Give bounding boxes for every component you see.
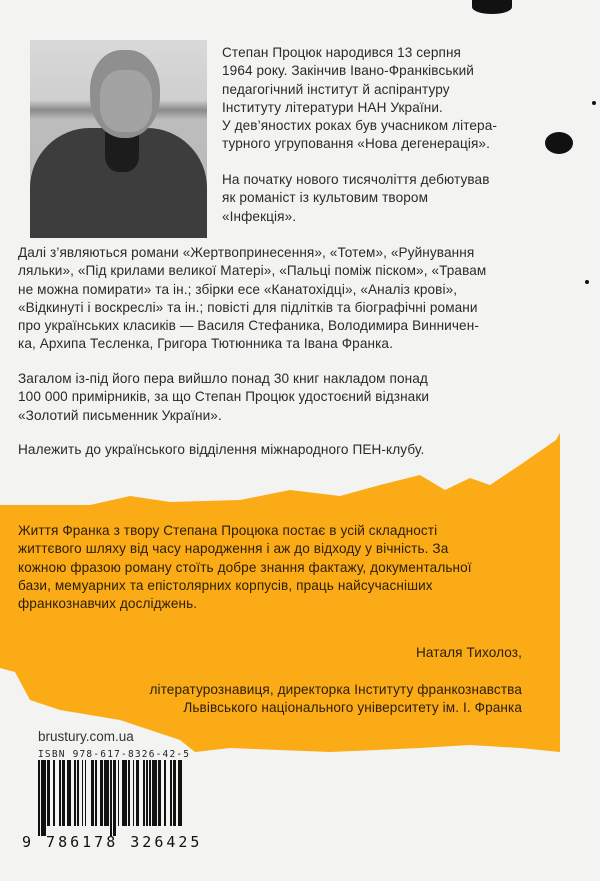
barcode-bar (110, 760, 112, 836)
barcode-bar (113, 760, 116, 836)
barcode-bar (149, 760, 151, 826)
barcode-bar (158, 760, 161, 826)
isbn-label: ISBN 978-617-8326-42-5 (38, 749, 191, 760)
barcode-bar (53, 760, 55, 826)
barcode (38, 760, 184, 840)
barcode-bar (91, 760, 94, 826)
barcode-bar (74, 760, 76, 826)
barcode-bar (136, 760, 139, 826)
barcode-bar (95, 760, 97, 826)
barcode-bar (100, 760, 103, 826)
barcode-bar (59, 760, 61, 826)
bio-paragraph-2: На початку нового тисячоліття дебютував як романіст із культовим твором «Інфекція». (222, 172, 490, 224)
barcode-number: 9 786178 326425 (22, 833, 203, 851)
review-author: Наталя Тихолоз, (416, 645, 522, 661)
bio-paragraph-works: Далі з’являються романи «Жертвопринесення», «Тотем», «Руйнування ляльки», «Під крилами великої Матері», «Пальці поміж піском», «Травам не можна помирати» та ін.; збірки есе «Канатохідці», «Аналіз крові», «Відкинуті і воскреслі» та ін.; повісті для підлітків та біографічні романи про українських класиків — Василя Стефаника, Володимира Винничен- ка, Архипа Тесленка, Григора Тютюнника та Івана Франка. (18, 245, 487, 352)
ink-blot (585, 280, 589, 284)
ink-blot (472, 0, 512, 14)
barcode-bar (41, 760, 46, 836)
barcode-bar (128, 760, 130, 826)
bio-paragraph-books: Загалом із-під його пера вийшло понад 30 книг накладом понад 100 000 примірників, за що Степан Процюк удостоєний відзнаки «Золотий письменник України». (18, 371, 430, 423)
barcode-bar (82, 760, 84, 826)
bio-paragraph-pen: Належить до українського відділення міжнародного ПЕН-клубу. (18, 442, 425, 457)
ink-blot (592, 101, 596, 105)
author-photo (30, 40, 207, 238)
review-author-title: літературознавиця, директорка Інституту франкознавства Львівського національного університету ім. І. Франка (149, 681, 522, 716)
barcode-bar (62, 760, 65, 826)
publisher-website[interactable]: brustury.com.ua (38, 729, 134, 744)
barcode-bar (133, 760, 135, 826)
barcode-bar (152, 760, 157, 826)
barcode-bar (118, 760, 120, 826)
barcode-bar (85, 760, 87, 826)
barcode-bar (146, 760, 148, 826)
barcode-bar (122, 760, 127, 826)
ink-blot (545, 132, 573, 154)
barcode-bar (143, 760, 145, 826)
barcode-bar (104, 760, 109, 826)
barcode-bar (170, 760, 172, 826)
review-signature (149, 626, 522, 736)
barcode-bar (173, 760, 176, 826)
barcode-bar (67, 760, 72, 826)
barcode-bar (47, 760, 50, 826)
barcode-bar (38, 760, 40, 836)
bio-paragraph-1: Степан Процюк народився 13 серпня 1964 року. Закінчив Івано-Франківський педагогічний інститут й аспірантуру Інституту літератури НАН України. У дев’яностих роках був учасником літера- турного угруповання «Нова дегенерація». (222, 45, 497, 152)
barcode-bar (178, 760, 183, 826)
barcode-bar (164, 760, 166, 826)
barcode-bar (77, 760, 79, 826)
review-quote: Життя Франка з твору Степана Процюка постає в усій складності життєвого шляху від часу народження і аж до відходу у вічність. За кожною фразою роману стоїть добре знання фактажу, документальної бази, мемуарних та епістолярних корпусів, праць найсучасніших франкознавчих досліджень. (18, 523, 472, 612)
